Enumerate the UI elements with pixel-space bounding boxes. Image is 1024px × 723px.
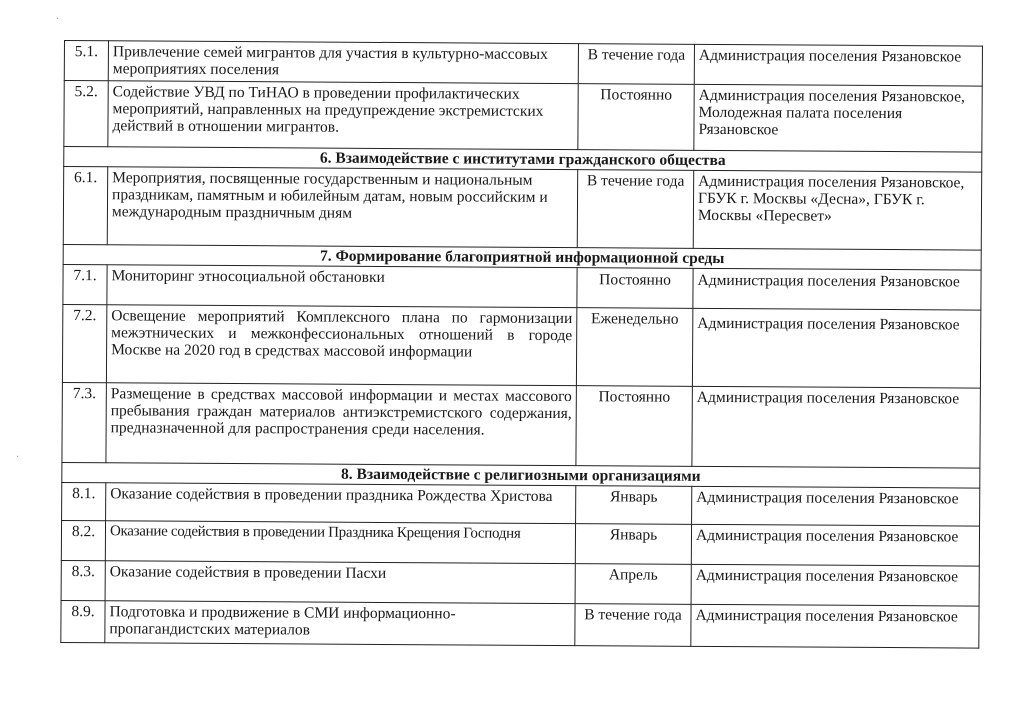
table-row bbox=[61, 520, 979, 566]
item-number: 8.3. bbox=[61, 560, 105, 600]
item-responsible: Администрация поселения Рязановское, Молодежная палата поселения Рязановское bbox=[694, 84, 982, 152]
item-number: 8.1. bbox=[62, 482, 106, 520]
table-row bbox=[61, 560, 979, 606]
item-number: 5.2. bbox=[64, 81, 108, 147]
item-term: Постоянно bbox=[576, 386, 692, 467]
item-number: 7.3. bbox=[62, 382, 106, 462]
table-row bbox=[62, 482, 980, 526]
table-row bbox=[62, 304, 980, 388]
item-number: 7.1. bbox=[63, 264, 107, 304]
item-description: Подготовка и продвижение в СМИ информационно-пропагандистских материалов bbox=[105, 601, 575, 646]
item-number: 6.1. bbox=[63, 167, 107, 245]
section-title: 7. Формирование благоприятной информационной среды bbox=[63, 244, 981, 270]
item-number: 8.2. bbox=[61, 520, 105, 560]
item-responsible: Администрация поселения Рязановское bbox=[692, 386, 980, 468]
table-row bbox=[64, 81, 982, 153]
table-row bbox=[63, 264, 981, 310]
item-responsible: Администрация поселения Рязановское bbox=[691, 524, 979, 566]
item-term: Апрель bbox=[575, 564, 691, 605]
item-term: В течение года bbox=[578, 44, 694, 85]
item-description: Оказание содействия в проведении Пасхи bbox=[105, 561, 575, 604]
item-term: Январь bbox=[576, 486, 692, 525]
item-responsible: Администрация поселения Рязановское bbox=[693, 268, 981, 310]
item-term: В течение года bbox=[577, 170, 693, 249]
item-description: Мероприятия, посвященные государственным и национальным праздникам, памятным и юбилейным датам, новым российским и международным праздничным дням bbox=[107, 167, 577, 248]
item-responsible: Администрация поселения Рязановское bbox=[692, 486, 980, 526]
scan-dust-mark: · bbox=[56, 14, 60, 25]
item-description: Привлечение семей мигрантов для участия в культурно-массовых мероприятиях поселения bbox=[108, 41, 578, 84]
item-number: 5.1. bbox=[64, 41, 108, 81]
item-term: Январь bbox=[575, 524, 691, 565]
activity-plan-table bbox=[60, 40, 983, 649]
item-responsible: Администрация поселения Рязановское bbox=[694, 44, 982, 86]
item-number: 7.2. bbox=[62, 304, 106, 382]
section-title: 8. Взаимодействие с религиозными организациями bbox=[62, 462, 980, 488]
item-description: Освещение мероприятий Комплексного плана по гармонизации межэтнических и межконфессиональных отношений в городе Москве на 2020 год в средствах массовой информации bbox=[106, 305, 576, 386]
item-description: Оказание содействия в проведении праздника Рождества Христова bbox=[106, 483, 576, 524]
table-row bbox=[64, 41, 982, 87]
item-term: Постоянно bbox=[578, 84, 694, 151]
table-row bbox=[61, 600, 979, 648]
item-responsible: Администрация поселения Рязановское bbox=[691, 564, 979, 606]
table-row bbox=[63, 167, 981, 251]
section-title: 6. Взаимодействие с институтами гражданского общества bbox=[64, 147, 982, 173]
item-responsible: Администрация поселения Рязановское bbox=[691, 604, 979, 648]
item-term: Постоянно bbox=[577, 268, 693, 309]
item-number: 8.9. bbox=[61, 600, 105, 642]
item-description: Оказание содействия в проведении Праздника Крещения Господня bbox=[105, 521, 575, 564]
item-description: Мониторинг этносоциальной обстановки bbox=[107, 265, 577, 308]
item-description: Содействие УВД по ТиНАО в проведении профилактических мероприятий, направленных на предупреждение экстремистских действий в отношении мигрантов. bbox=[108, 81, 578, 150]
item-responsible: Администрация поселения Рязановское bbox=[692, 308, 980, 388]
table-row bbox=[62, 382, 980, 468]
item-term: Еженедельно bbox=[576, 308, 692, 387]
scan-dust-mark: · bbox=[16, 452, 20, 463]
item-description: Размещение в средствах массовой информации и местах массового пребывания граждан материалов антиэкстремистского содержания, предназначенной для распространения среди населения. bbox=[106, 383, 576, 466]
item-responsible: Администрация поселения Рязановское, ГБУК г. Москвы «Десна», ГБУК г. Москвы «Пересвет» bbox=[693, 170, 981, 250]
item-term: В течение года bbox=[575, 604, 691, 647]
